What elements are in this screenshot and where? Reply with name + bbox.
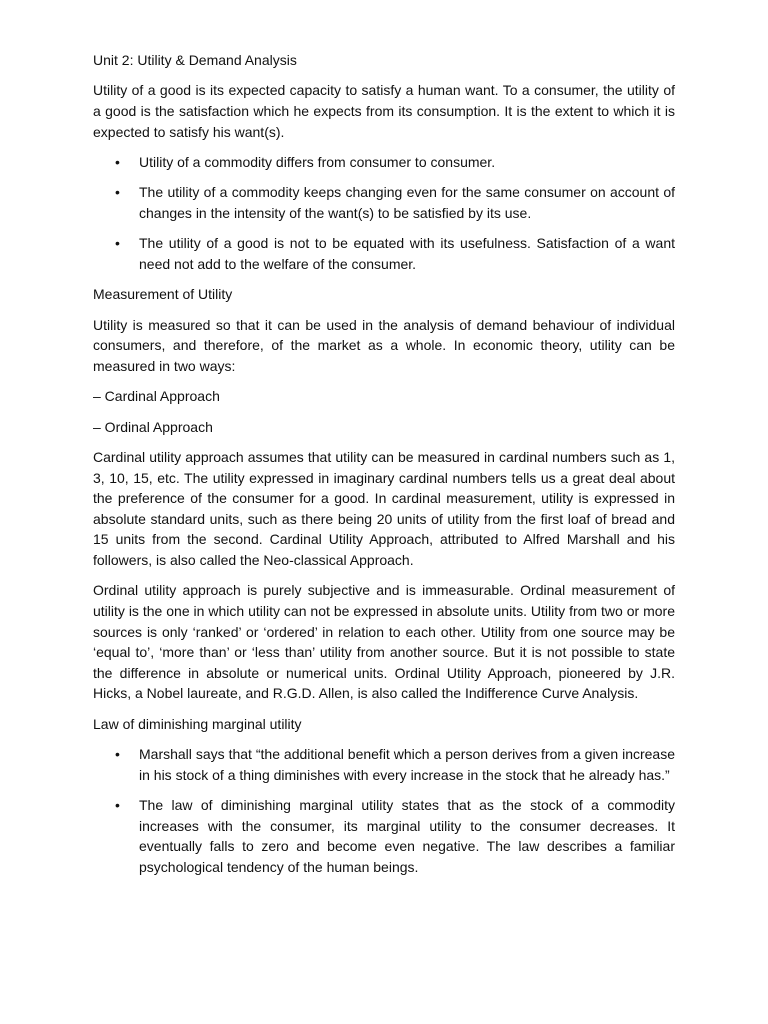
list-item <box>93 744 675 785</box>
ordinal-approach-item: – Ordinal Approach <box>93 418 213 435</box>
document-page <box>93 50 675 887</box>
cardinal-approach-item: – Cardinal Approach <box>93 388 220 405</box>
list-item-text: The utility of a good is not to be equated with its usefulness. Satisfaction of a want need not add to the welfare of the consumer. <box>139 235 675 272</box>
list-item-text: Utility of a commodity differs from consumer to consumer. <box>139 153 496 170</box>
list-item-text: The law of diminishing marginal utility states that as the stock of a commodity increases with the consumer, its marginal utility to the consumer decreases. It eventually falls to zero and become even negative. The law describes a familiar psychological tendency of the human beings. <box>139 797 675 875</box>
list-item <box>93 795 675 877</box>
list-item <box>93 233 675 274</box>
bullet-icon: • <box>115 746 120 763</box>
law-bullet-list <box>93 744 675 877</box>
list-item-text: Marshall says that “the additional benefit which a person derives from a given increase in his stock of a thing diminishes with every increase in the stock that he already has.” <box>139 746 675 783</box>
bullet-icon: • <box>115 797 120 814</box>
list-item <box>93 152 675 173</box>
intro-paragraph: Utility of a good is its expected capacity to satisfy a human want. To a consumer, the utility of a good is the satisfaction which he expects from its consumption. It is the extent to which it is expected to satisfy his want(s). <box>93 82 675 140</box>
bullet-icon: • <box>115 184 120 201</box>
law-heading: Law of diminishing marginal utility <box>93 715 302 732</box>
list-item-text: The utility of a commodity keeps changing even for the same consumer on account of changes in the intensity of the want(s) to be satisfied by its use. <box>139 184 675 221</box>
measurement-heading: Measurement of Utility <box>93 286 233 303</box>
document-title: Unit 2: Utility & Demand Analysis <box>93 52 297 68</box>
cardinal-paragraph: Cardinal utility approach assumes that utility can be measured in cardinal numbers such as 1, 3, 10, 15, etc. The utility expressed in imaginary cardinal numbers tells us a great deal about the preference of the consumer for a good. In cardinal measurement, utility is expressed in absolute standard units, such as there being 20 units of utility from the first loaf of bread and 15 units from the second. Cardinal Utility Approach, attributed to Alfred Marshall and his followers, is also called the Neo-classical Approach. <box>93 449 675 569</box>
list-item <box>93 182 675 223</box>
intro-bullet-list <box>93 152 675 275</box>
bullet-icon: • <box>115 153 120 170</box>
bullet-icon: • <box>115 235 120 252</box>
measurement-paragraph: Utility is measured so that it can be used in the analysis of demand behaviour of individual consumers, and therefore, of the market as a whole. In economic theory, utility can be measured in two ways: <box>93 316 675 374</box>
ordinal-paragraph: Ordinal utility approach is purely subjective and is immeasurable. Ordinal measurement of utility is the one in which utility can not be expressed in absolute units. Utility from two or more sources is only ‘ranked’ or ‘ordered’ in relation to each other. Utility from one source may be ‘equal to’, ‘more than’ or ‘less than’ utility from another source. But it is not possible to state the difference in absolute or numerical units. Ordinal Utility Approach, pioneered by J.R. Hicks, a Nobel laureate, and R.G.D. Allen, is also called the Indifference Curve Analysis. <box>93 582 675 702</box>
